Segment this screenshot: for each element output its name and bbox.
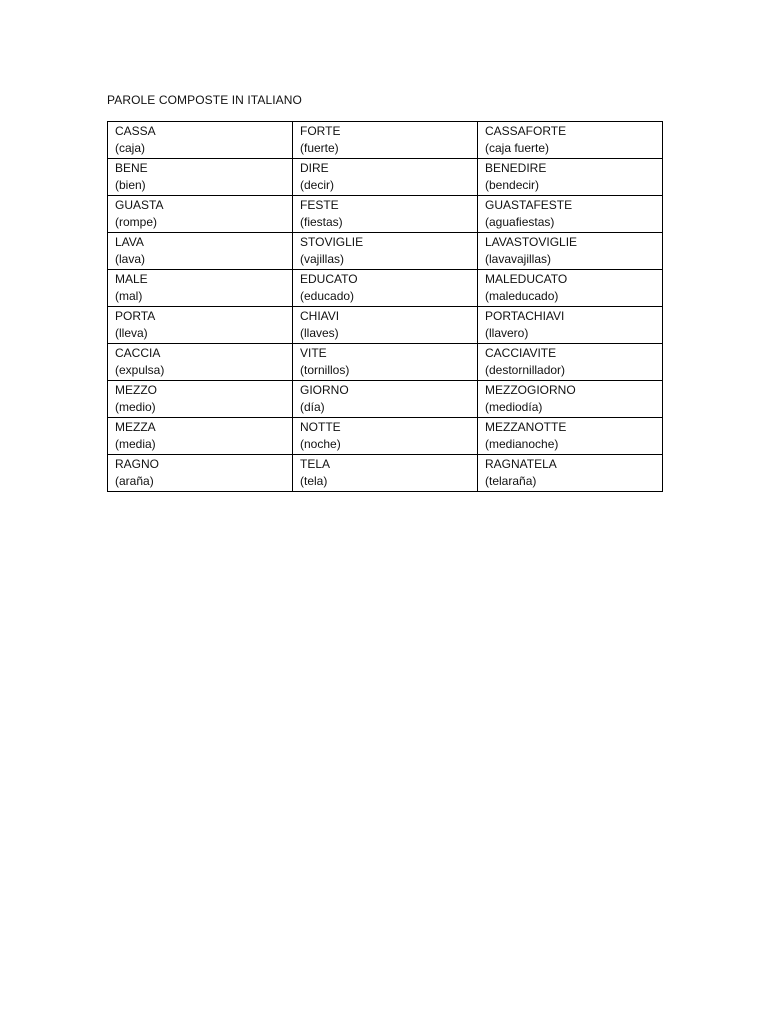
spanish-translation: (llaves) xyxy=(300,326,339,340)
table-row xyxy=(108,307,663,344)
italian-word: GUASTAFESTE xyxy=(485,198,573,212)
compound-word-cell xyxy=(478,159,663,196)
compound-words-table xyxy=(107,121,663,492)
spanish-translation: (caja) xyxy=(115,141,146,155)
italian-word: CACCIAVITE xyxy=(485,346,557,360)
italian-word: RAGNATELA xyxy=(485,457,557,471)
table-row xyxy=(108,233,663,270)
spanish-translation: (expulsa) xyxy=(115,363,165,377)
spanish-translation: (mal) xyxy=(115,289,143,303)
italian-word: VITE xyxy=(300,346,327,360)
table-row xyxy=(108,159,663,196)
spanish-translation: (tela) xyxy=(300,474,328,488)
italian-word: PORTA xyxy=(115,309,156,323)
italian-word: FORTE xyxy=(300,124,341,138)
compound-word-cell xyxy=(478,418,663,455)
spanish-translation: (decir) xyxy=(300,178,335,192)
second-word-cell xyxy=(293,270,478,307)
spanish-translation: (vajillas) xyxy=(300,252,345,266)
spanish-translation: (bien) xyxy=(115,178,146,192)
spanish-translation: (lavavajillas) xyxy=(485,252,552,266)
second-word-cell xyxy=(293,307,478,344)
first-word-cell xyxy=(108,159,293,196)
italian-word: MEZZO xyxy=(115,383,157,397)
spanish-translation: (destornillador) xyxy=(485,363,566,377)
compound-word-cell xyxy=(478,122,663,159)
compound-word-cell xyxy=(478,196,663,233)
spanish-translation: (medianoche) xyxy=(485,437,559,451)
italian-word: MEZZA xyxy=(115,420,156,434)
italian-word: RAGNO xyxy=(115,457,160,471)
italian-word: CASSAFORTE xyxy=(485,124,567,138)
second-word-cell xyxy=(293,122,478,159)
second-word-cell xyxy=(293,344,478,381)
first-word-cell xyxy=(108,233,293,270)
table-body xyxy=(108,122,663,492)
compound-word-cell xyxy=(478,455,663,492)
spanish-translation: (maleducado) xyxy=(485,289,559,303)
second-word-cell xyxy=(293,233,478,270)
document-title: PAROLE COMPOSTE IN ITALIANO xyxy=(107,93,302,107)
first-word-cell xyxy=(108,381,293,418)
spanish-translation: (medio) xyxy=(115,400,156,414)
italian-word: TELA xyxy=(300,457,331,471)
italian-word: PORTACHIAVI xyxy=(485,309,565,323)
italian-word: EDUCATO xyxy=(300,272,358,286)
table-row xyxy=(108,455,663,492)
compound-word-cell xyxy=(478,233,663,270)
spanish-translation: (tornillos) xyxy=(300,363,350,377)
first-word-cell xyxy=(108,196,293,233)
italian-word: FESTE xyxy=(300,198,339,212)
italian-word: CHIAVI xyxy=(300,309,340,323)
spanish-translation: (media) xyxy=(115,437,156,451)
first-word-cell xyxy=(108,455,293,492)
spanish-translation: (lava) xyxy=(115,252,146,266)
italian-word: GIORNO xyxy=(300,383,349,397)
first-word-cell xyxy=(108,122,293,159)
italian-word: DIRE xyxy=(300,161,329,175)
spanish-translation: (educado) xyxy=(300,289,355,303)
second-word-cell xyxy=(293,381,478,418)
first-word-cell xyxy=(108,307,293,344)
italian-word: GUASTA xyxy=(115,198,164,212)
italian-word: STOVIGLIE xyxy=(300,235,364,249)
compound-word-cell xyxy=(478,270,663,307)
compound-word-cell xyxy=(478,344,663,381)
italian-word: CASSA xyxy=(115,124,156,138)
second-word-cell xyxy=(293,196,478,233)
second-word-cell xyxy=(293,418,478,455)
first-word-cell xyxy=(108,344,293,381)
table-row xyxy=(108,270,663,307)
italian-word: BENEDIRE xyxy=(485,161,547,175)
table-row xyxy=(108,381,663,418)
first-word-cell xyxy=(108,418,293,455)
italian-word: MALE xyxy=(115,272,148,286)
second-word-cell xyxy=(293,159,478,196)
italian-word: NOTTE xyxy=(300,420,341,434)
spanish-translation: (día) xyxy=(300,400,325,414)
spanish-translation: (fuerte) xyxy=(300,141,339,155)
spanish-translation: (araña) xyxy=(115,474,154,488)
spanish-translation: (lleva) xyxy=(115,326,148,340)
table-row xyxy=(108,344,663,381)
italian-word: LAVA xyxy=(115,235,144,249)
spanish-translation: (noche) xyxy=(300,437,341,451)
compound-word-cell xyxy=(478,381,663,418)
first-word-cell xyxy=(108,270,293,307)
italian-word: MEZZANOTTE xyxy=(485,420,567,434)
italian-word: MEZZOGIORNO xyxy=(485,383,576,397)
table-row xyxy=(108,418,663,455)
italian-word: LAVASTOVIGLIE xyxy=(485,235,578,249)
compound-word-cell xyxy=(478,307,663,344)
spanish-translation: (fiestas) xyxy=(300,215,343,229)
italian-word: CACCIA xyxy=(115,346,161,360)
spanish-translation: (mediodía) xyxy=(485,400,543,414)
italian-word: BENE xyxy=(115,161,148,175)
spanish-translation: (caja fuerte) xyxy=(485,141,550,155)
table-row xyxy=(108,196,663,233)
spanish-translation: (rompe) xyxy=(115,215,158,229)
second-word-cell xyxy=(293,455,478,492)
spanish-translation: (bendecir) xyxy=(485,178,540,192)
spanish-translation: (telaraña) xyxy=(485,474,537,488)
table-row xyxy=(108,122,663,159)
italian-word: MALEDUCATO xyxy=(485,272,568,286)
spanish-translation: (aguafiestas) xyxy=(485,215,555,229)
spanish-translation: (llavero) xyxy=(485,326,529,340)
